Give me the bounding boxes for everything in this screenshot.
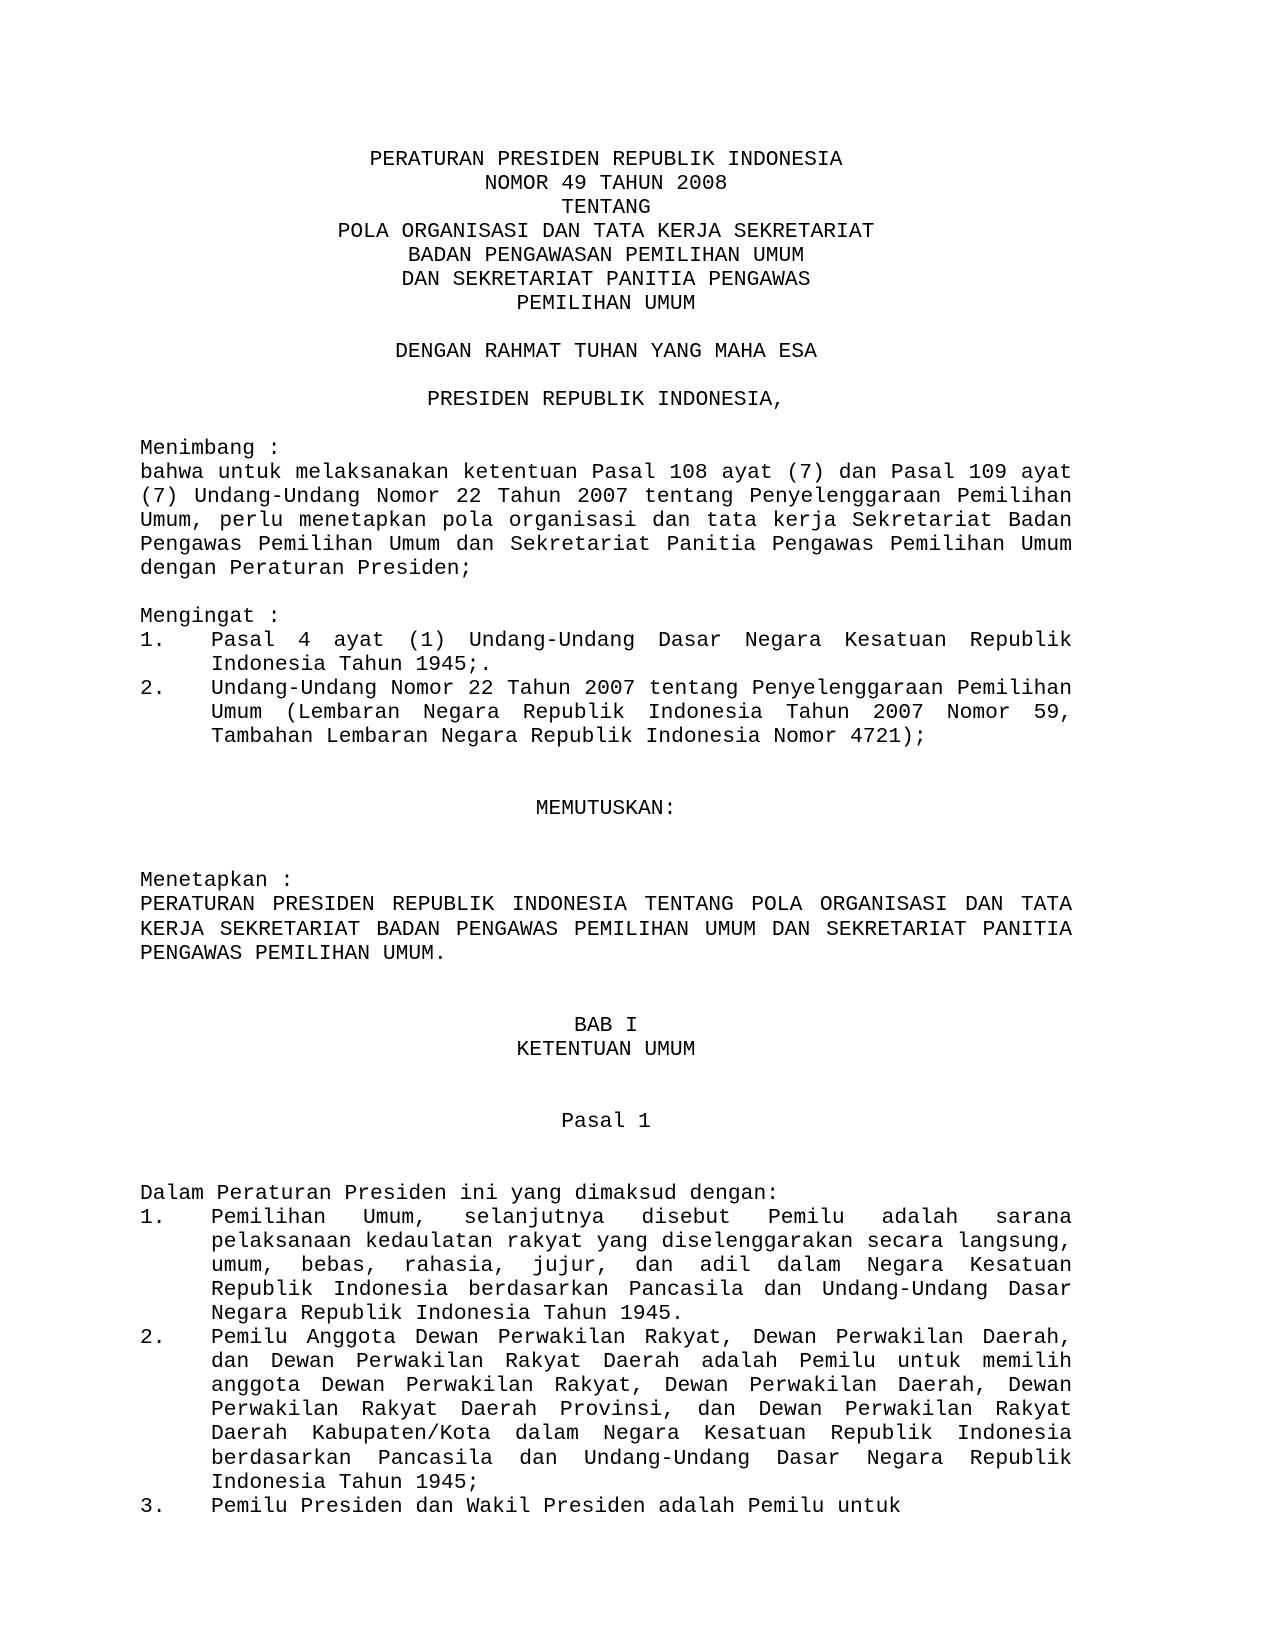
title-line-1: PERATURAN PRESIDEN REPUBLIK INDONESIA: [369, 148, 843, 172]
title-line-7: PEMILIHAN UMUM: [516, 292, 696, 317]
mengingat-list: [140, 629, 1072, 749]
list-item-text: Pasal 4 ayat (1) Undang-Undang Dasar Negara Kesatuan Republik Indonesia Tahun 1945;.: [211, 628, 1072, 677]
title-line-2: NOMOR 49 TAHUN 2008: [484, 172, 728, 197]
list-item-text: Pemilu Anggota Dewan Perwakilan Rakyat, Dewan Perwakilan Daerah, dan Dewan Perwakilan Rakyat Daerah adalah Pemilu untuk memilih anggota Dewan Perwakilan Rakyat, Dewan Perwakilan Daerah, Dewan Perwakilan Rakyat Daerah Provinsi, dan Dewan Perwakilan Rakyat Daerah Kabupaten/Kota dalam Negara Kesatuan Republik Indonesia berdasarkan Pancasila dan Undang-Undang Dasar Negara Republik Indonesia Tahun 1945;: [211, 1326, 1072, 1495]
list-item-text: Undang-Undang Nomor 22 Tahun 2007 tentang Penyelenggaraan Pemilihan Umum (Lembaran Negara Republik Indonesia Tahun 2007 Nomor 59, Tambahan Lembaran Negara Republik Indonesia Nomor 4721);: [211, 677, 1072, 750]
menimbang-section: [140, 437, 1072, 581]
title-line-5: BADAN PENGAWASAN PEMILIHAN UMUM: [407, 244, 805, 269]
document-content: [140, 148, 1072, 1519]
invocation-line: DENGAN RAHMAT TUHAN YANG MAHA ESA: [395, 340, 817, 365]
pasal-heading: Pasal 1: [561, 1109, 651, 1134]
pasal-definition-list: [140, 1206, 1072, 1519]
spacer: [140, 413, 1072, 437]
bab-name: KETENTUAN UMUM: [516, 1037, 696, 1062]
memutuskan-heading: MEMUTUSKAN:: [535, 797, 677, 822]
mengingat-section: [140, 605, 1072, 749]
spacer: [140, 1158, 1072, 1182]
spacer: [140, 773, 1072, 797]
list-item-number: 3.: [140, 1494, 166, 1519]
list-item: [140, 1206, 1072, 1326]
list-item: [140, 629, 1072, 677]
list-item-number: 1.: [140, 628, 166, 653]
list-item-text: Pemilu Presiden dan Wakil Presiden adalah Pemilu untuk: [211, 1494, 902, 1519]
spacer: [140, 364, 1072, 388]
list-item-number: 2.: [140, 1326, 166, 1351]
list-item-text: Pemilihan Umum, selanjutnya disebut Pemilu adalah sarana pelaksanaan kedaulatan rakyat yang diselenggarakan secara langsung, umum, bebas, rahasia, jujur, dan adil dalam Negara Kesatuan Republik Indonesia berdasarkan Pancasila dan Undang-Undang Dasar Negara Republik Indonesia Tahun 1945.: [211, 1206, 1072, 1327]
authority-line: PRESIDEN REPUBLIK INDONESIA,: [427, 388, 785, 413]
list-item-number: 2.: [140, 677, 166, 702]
menetapkan-text: PERATURAN PRESIDEN REPUBLIK INDONESIA TENTANG POLA ORGANISASI DAN TATA KERJA SEKRETARIAT BADAN PENGAWAS PEMILIHAN UMUM DAN SEKRETARIAT PANITIA PENGAWAS PEMILIHAN UMUM.: [140, 893, 1072, 966]
spacer: [140, 1062, 1072, 1086]
spacer: [140, 845, 1072, 869]
pasal-lead-in: Dalam Peraturan Presiden ini yang dimaksud dengan:: [140, 1182, 780, 1207]
bab-heading-block: [140, 1014, 1072, 1062]
spacer: [140, 1086, 1072, 1110]
spacer: [140, 990, 1072, 1014]
title-block: [140, 148, 1072, 316]
title-line-3: TENTANG: [561, 196, 651, 221]
spacer: [140, 821, 1072, 845]
bab-number: BAB I: [574, 1013, 638, 1038]
menetapkan-label: Menetapkan :: [140, 869, 294, 894]
list-item-number: 1.: [140, 1206, 166, 1231]
title-line-4: POLA ORGANISASI DAN TATA KERJA SEKRETARIAT: [337, 220, 875, 245]
mengingat-label: Mengingat :: [140, 604, 281, 629]
spacer: [140, 316, 1072, 340]
list-item: [140, 677, 1072, 749]
list-item: [140, 1495, 1072, 1519]
spacer: [140, 966, 1072, 990]
spacer: [140, 581, 1072, 605]
spacer: [140, 1134, 1072, 1158]
list-item: [140, 1326, 1072, 1494]
menimbang-text: bahwa untuk melaksanakan ketentuan Pasal 108 ayat (7) dan Pasal 109 ayat (7) Undang-Undang Nomor 22 Tahun 2007 tentang Penyelenggaraan Pemilihan Umum, perlu menetapkan pola organisasi dan tata kerja Sekretariat Badan Pengawas Pemilihan Umum dan Sekretariat Panitia Pengawas Pemilihan Umum dengan Peraturan Presiden;: [140, 460, 1072, 581]
title-line-6: DAN SEKRETARIAT PANITIA PENGAWAS: [401, 268, 811, 293]
spacer: [140, 749, 1072, 773]
menetapkan-section: [140, 869, 1072, 965]
menimbang-label: Menimbang :: [140, 436, 281, 461]
